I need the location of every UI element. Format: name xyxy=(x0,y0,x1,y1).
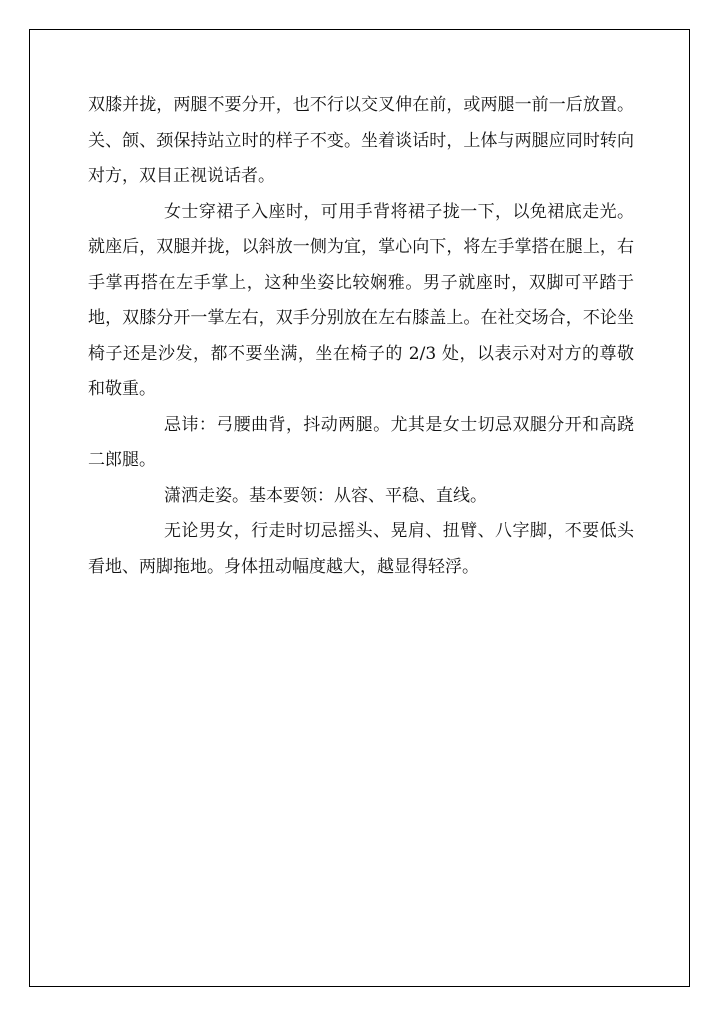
paragraph-walking-posture-heading: 潇洒走姿。基本要领：从容、平稳、直线。 xyxy=(164,485,487,506)
paragraph-walking-taboos: 无论男女，行走时切忌摇头、晃肩、扭臂、八字脚，不要低头看地、两脚拖地。身体扭动幅度越大，越显得轻浮。 xyxy=(88,521,634,577)
document-body xyxy=(88,88,634,585)
paragraph-sitting-posture-continued: 双膝并拢，两腿不要分开，也不行以交叉伸在前，或两腿一前一后放置。关、颌、颈保持站立时的样子不变。坐着谈话时，上体与两腿应同时转向对方，双目正视说话者。 xyxy=(88,95,634,186)
paragraph-sitting-posture-gender: 女士穿裙子入座时，可用手背将裙子拢一下，以免裙底走光。就座后，双腿并拢，以斜放一侧为宜，掌心向下，将左手掌搭在腿上，右手掌再搭在左手掌上，这种坐姿比较娴雅。男子就座时，双脚可平踏于地，双膝分开一掌左右，双手分别放在左右膝盖上。在社交场合，不论坐椅子还是沙发，都不要坐满，坐在椅子的 2/3 处，以表示对对方的尊敬和敬重。 xyxy=(88,201,634,399)
paragraph-sitting-taboos: 忌讳：弓腰曲背，抖动两腿。尤其是女士切忌双腿分开和高跷二郎腿。 xyxy=(88,414,634,470)
